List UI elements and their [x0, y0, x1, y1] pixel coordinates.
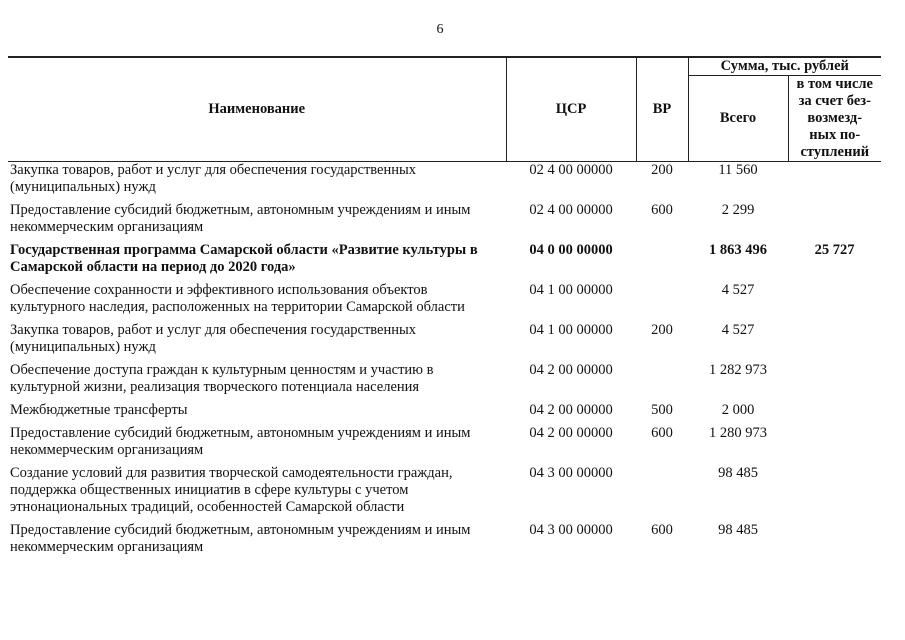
- row-free: [788, 322, 881, 362]
- row-csr: 02 4 00 00000: [529, 202, 613, 218]
- row-csr: 04 2 00 00000: [529, 402, 613, 418]
- row-csr: 04 3 00 00000: [529, 522, 613, 538]
- row-csr: 04 0 00 00000: [529, 242, 613, 258]
- header-csr: ЦСР: [506, 57, 636, 162]
- row-csr: 04 3 00 00000: [529, 465, 613, 481]
- header-free-line: за счет без-: [798, 93, 871, 109]
- row-free: [788, 162, 881, 203]
- row-name: Предоставление субсидий бюджетным, автономным учреждениям и иным некоммерческим организациям: [10, 522, 471, 555]
- row-vr: 600: [651, 202, 673, 218]
- header-vr: ВР: [636, 57, 688, 162]
- header-free-line: ступлений: [800, 144, 870, 160]
- row-csr: 04 2 00 00000: [529, 362, 613, 378]
- row-free: [788, 425, 881, 465]
- row-total: 1 282 973: [709, 362, 767, 378]
- row-free: [788, 402, 881, 425]
- row-total: 2 299: [721, 202, 755, 218]
- row-vr: 600: [651, 522, 673, 538]
- row-total: 1 863 496: [709, 242, 767, 258]
- header-free-line: в том числе: [796, 76, 873, 92]
- row-free: 25 727: [814, 242, 855, 258]
- row-total: 11 560: [718, 162, 758, 178]
- row-name: Обеспечение доступа граждан к культурным ценностям и участию в культурной жизни, реализация творческого потенциала населения: [10, 362, 434, 395]
- row-free: [788, 202, 881, 242]
- row-csr: 04 2 00 00000: [529, 425, 613, 441]
- row-vr: [636, 465, 688, 522]
- row-total: 4 527: [721, 282, 755, 298]
- table-row: [8, 282, 881, 322]
- header-total: Всего: [688, 76, 788, 162]
- page-number: 6: [436, 22, 444, 37]
- row-vr: [636, 242, 688, 282]
- row-total: 2 000: [721, 402, 755, 418]
- header-free-line: возмезд-: [807, 110, 863, 126]
- table-row: [8, 465, 881, 522]
- row-total: 98 485: [718, 465, 758, 481]
- table-row: [8, 402, 881, 425]
- row-total: 4 527: [721, 322, 755, 338]
- table-row: [8, 522, 881, 562]
- row-vr: 500: [651, 402, 673, 418]
- table-row: [8, 425, 881, 465]
- row-free: [788, 362, 881, 402]
- row-total: 1 280 973: [709, 425, 767, 441]
- row-free: [788, 282, 881, 322]
- row-vr: 200: [651, 322, 673, 338]
- header-name: Наименование: [8, 57, 506, 162]
- row-csr: 04 1 00 00000: [529, 282, 613, 298]
- table-row: [8, 162, 881, 203]
- row-name: Закупка товаров, работ и услуг для обеспечения государственных (муниципальных) нужд: [10, 162, 417, 195]
- row-csr: 02 4 00 00000: [529, 162, 613, 178]
- row-csr: 04 1 00 00000: [529, 322, 613, 338]
- row-vr: 200: [651, 162, 673, 178]
- header-sum: Сумма, тыс. рублей: [688, 57, 881, 76]
- row-vr: [636, 362, 688, 402]
- row-vr: [636, 282, 688, 322]
- table-row: [8, 322, 881, 362]
- row-vr: 600: [651, 425, 673, 441]
- row-name: Государственная программа Самарской области «Развитие культуры в Самарской области на период до 2020 года»: [10, 242, 478, 275]
- row-name: Предоставление субсидий бюджетным, автономным учреждениям и иным некоммерческим организациям: [10, 202, 471, 235]
- header-free: [788, 76, 881, 162]
- table-row: [8, 202, 881, 242]
- row-name: Предоставление субсидий бюджетным, автономным учреждениям и иным некоммерческим организациям: [10, 425, 471, 458]
- row-free: [788, 522, 881, 562]
- row-total: 98 485: [718, 522, 758, 538]
- table-row: [8, 362, 881, 402]
- row-name: Создание условий для развития творческой самодеятельности граждан, поддержка общественных инициатив в сфере культуры с учетом этнонациональных традиций, особенностей Самарской области: [10, 465, 453, 515]
- budget-table: [8, 56, 881, 562]
- table-row: [8, 242, 881, 282]
- row-name: Межбюджетные трансферты: [10, 402, 188, 418]
- row-free: [788, 465, 881, 522]
- row-name: Обеспечение сохранности и эффективного использования объектов культурного наследия, расположенных на территории Самарской области: [10, 282, 465, 315]
- header-free-line: ных по-: [809, 127, 861, 143]
- row-name: Закупка товаров, работ и услуг для обеспечения государственных (муниципальных) нужд: [10, 322, 417, 355]
